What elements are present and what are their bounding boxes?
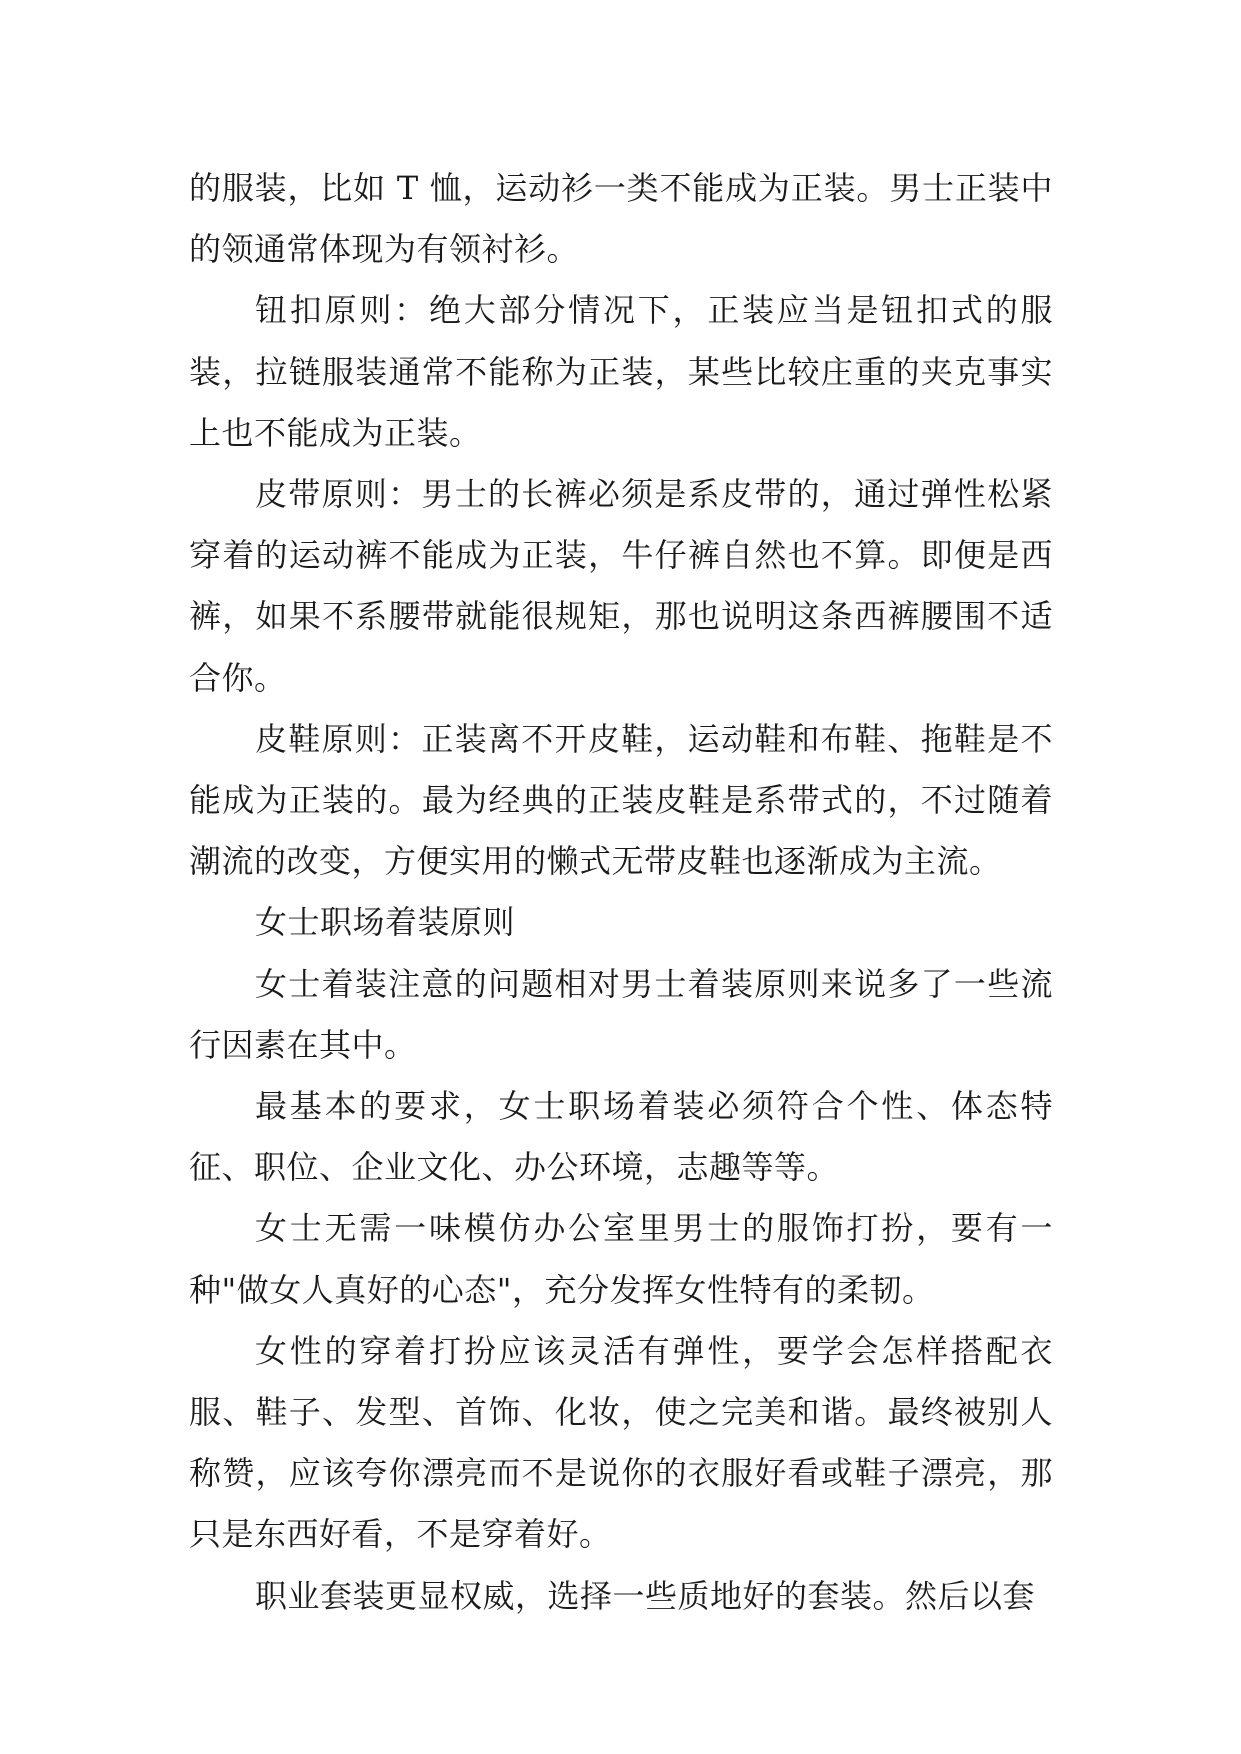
- paragraph: 皮带原则：男士的长裤必须是系皮带的，通过弹性松紧穿着的运动裤不能成为正装，牛仔裤自然也不算。即便是西裤，如果不系腰带就能很规矩，那也说明这条西裤腰围不适合你。: [189, 475, 1053, 697]
- paragraph: 钮扣原则：绝大部分情况下，正装应当是钮扣式的服装，拉链服装通常不能称为正装，某些比较庄重的夹克事实上也不能成为正装。: [189, 291, 1053, 452]
- paragraph: 皮鞋原则：正装离不开皮鞋，运动鞋和布鞋、拖鞋是不能成为正装的。最为经典的正装皮鞋是系带式的，不过随着潮流的改变，方便实用的懒式无带皮鞋也逐渐成为主流。: [189, 719, 1053, 881]
- paragraph: 女性的穿着打扮应该灵活有弹性，要学会怎样搭配衣服、鞋子、发型、首饰、化妆，使之完美和谐。最终被别人称赞，应该夸你漂亮而不是说你的衣服好看或鞋子漂亮，那只是东西好看，不是穿着好。: [189, 1331, 1053, 1554]
- paragraph: 的服装，比如 T 恤，运动衫一类不能成为正装。男士正装中的领通常体现为有领衬衫。: [189, 169, 1053, 269]
- paragraph: 职业套装更显权威，选择一些质地好的套装。然后以套: [255, 1576, 1036, 1615]
- paragraph: 女士无需一味模仿办公室里男士的服饰打扮，要有一种"做女人真好的心态"，充分发挥女性特有的柔韧。: [189, 1209, 1053, 1309]
- paragraph: 女士着装注意的问题相对男士着装原则来说多了一些流行因素在其中。: [189, 964, 1053, 1064]
- body-text: [189, 158, 1053, 1627]
- section-heading: 女士职场着装原则: [255, 903, 516, 942]
- paragraph: 最基本的要求，女士职场着装必须符合个性、体态特征、职位、企业文化、办公环境，志趣等等。: [189, 1087, 1053, 1187]
